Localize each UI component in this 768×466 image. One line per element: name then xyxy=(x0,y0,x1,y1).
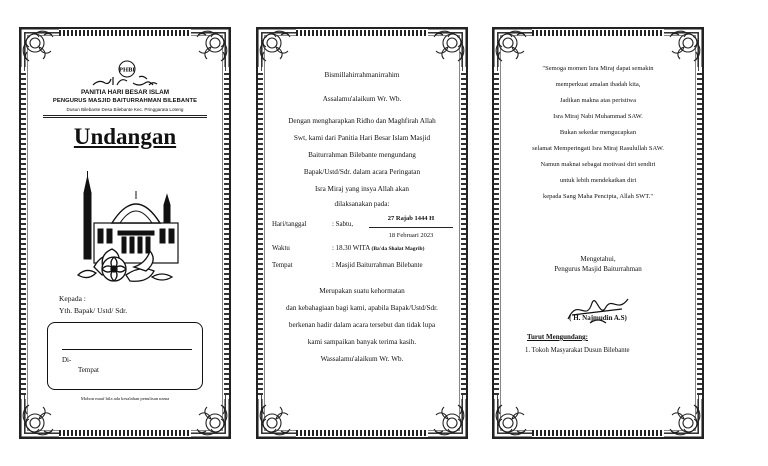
quote-line: Bukan sekedar mengucapkan xyxy=(559,129,637,136)
bismillah: Bismillahirrahmanirrahim xyxy=(324,71,400,79)
date-masehi: 18 Februari 2023 xyxy=(388,232,434,239)
corner-ornament-icon xyxy=(492,397,534,439)
corner-ornament-icon xyxy=(256,27,298,69)
apology-note: Mohon maaf bila ada kesalahan penulisan nama xyxy=(80,396,170,401)
corner-ornament-icon xyxy=(662,27,704,69)
corner-ornament-icon xyxy=(189,27,231,69)
corner-ornament-icon xyxy=(492,27,534,69)
quote-line: Isra Miraj Nabi Muhammad SAW. xyxy=(553,113,643,120)
corner-ornament-icon xyxy=(256,397,298,439)
farewell: Wassalamu'alaikum Wr. Wb. xyxy=(320,355,404,363)
corner-ornament-icon xyxy=(189,397,231,439)
time-label: Waktu xyxy=(272,245,290,252)
time-note: (Ba'da Shalat Magrib) xyxy=(371,246,425,252)
corner-ornament-icon xyxy=(19,27,61,69)
day-value: : Sabtu, xyxy=(332,221,354,228)
greeting: Assalamu'alaikum Wr. Wb. xyxy=(322,95,402,103)
org-name-line-2: PENGURUS MASJID BAITURRAHMAN BILEBANTE xyxy=(52,98,198,104)
invitation-cover-panel xyxy=(19,27,231,439)
intro-line: Baiturrahman Bilebante mengundang xyxy=(308,151,416,159)
invitation-details-panel xyxy=(256,27,468,439)
intro-line: Isra Miraj yang insya Allah akan xyxy=(314,185,409,193)
page-title: Undangan xyxy=(73,124,177,149)
signature-scribble xyxy=(562,289,634,329)
logo-text: PHBI xyxy=(119,66,135,74)
signer-name: ( H. Najmudin A.S) xyxy=(569,314,627,322)
time-value: : 18.30 WITA xyxy=(332,245,370,252)
org-name-line-1: PANITIA HARI BESAR ISLAM xyxy=(80,89,170,96)
frame-bottom-band xyxy=(59,430,191,436)
date-hijri: 27 Rajab 1444 H xyxy=(369,212,453,228)
phbi-logo xyxy=(89,59,161,89)
quote-line: Namun maknai sebagai motivasi diri sendiri xyxy=(540,161,656,168)
corner-ornament-icon xyxy=(662,397,704,439)
frame-top-band xyxy=(59,30,191,36)
frame-bottom-band xyxy=(532,430,664,436)
org-address: Dusun Bilebante Desa Bilebante Kec. Pringgarata Loteng xyxy=(66,107,184,112)
quote-line: "Semoga momen Isra Miraj dapat semakin xyxy=(542,65,654,72)
intro-line: Dengan mengharapkan Ridho dan Maghfirah Allah xyxy=(288,117,436,125)
quote-line: untuk lebih mendekatkan diri xyxy=(559,177,637,184)
quote-line: Jadikan makna atas peristiwa xyxy=(560,97,636,104)
recipient-address-box xyxy=(47,322,203,390)
place-value: : Masjid Baiturrahman Bilebante xyxy=(332,262,423,269)
frame-top-band xyxy=(296,30,428,36)
header-divider xyxy=(43,115,207,116)
recipient-label: Kepada : xyxy=(59,294,86,303)
frame-right-band xyxy=(224,71,229,395)
acknowledged-label: Mengetahui, xyxy=(580,255,616,263)
frame-top-band xyxy=(532,30,664,36)
intro-line: dilaksanakan pada: xyxy=(334,200,390,208)
name-line xyxy=(62,349,192,350)
address-di-label: Di- xyxy=(62,356,72,364)
closing-line: berkenan hadir dalam acara tersebut dan tidak lupa xyxy=(288,321,436,329)
corner-ornament-icon xyxy=(19,397,61,439)
date-label: Hari/tanggal xyxy=(272,221,307,228)
quote-line: kepada Sang Maha Pencipta, Allah SWT." xyxy=(543,193,653,200)
intro-line: Swt, kami dari Panitia Hari Besar Islam Masjid xyxy=(293,134,431,142)
mosque-flower-illustration xyxy=(74,171,182,289)
place-label: Tempat xyxy=(272,262,293,269)
co-inviter-title: Turut Mengundang: xyxy=(527,333,589,341)
closing-line: Merupakan suatu kehormatan xyxy=(319,287,405,295)
frame-bottom-band xyxy=(296,430,428,436)
header-divider xyxy=(43,117,207,118)
quote-line: memperkuat amalan ibadah kita, xyxy=(555,81,641,88)
closing-line: kami sampaikan banyak terima kasih. xyxy=(307,338,417,346)
quote-line: selamat Memperingati Isra Miraj Rasulullah SAW. xyxy=(532,145,664,152)
recipient-salutation: Yth. Bapak/ Ustd/ Sdr. xyxy=(59,306,128,315)
invitation-quote-panel xyxy=(492,27,704,439)
closing-line: dan kebahagiaan bagi kami, apabila Bapak/Ustd/Sdr. xyxy=(286,304,438,312)
frame-left-band xyxy=(21,71,26,395)
intro-line: Bapak/Ustd/Sdr. dalam acara Peringatan xyxy=(303,168,421,176)
corner-ornament-icon xyxy=(426,397,468,439)
co-inviter-item: 1. Tokoh Masyarakat Dusun Bilebante xyxy=(525,347,630,354)
date-value xyxy=(369,212,453,242)
corner-ornament-icon xyxy=(426,27,468,69)
frame-inner-border-2 xyxy=(500,35,696,431)
address-tempat-label: Tempat xyxy=(78,366,99,374)
signer-title: Pengurus Masjid Baiturrahman xyxy=(554,265,642,273)
